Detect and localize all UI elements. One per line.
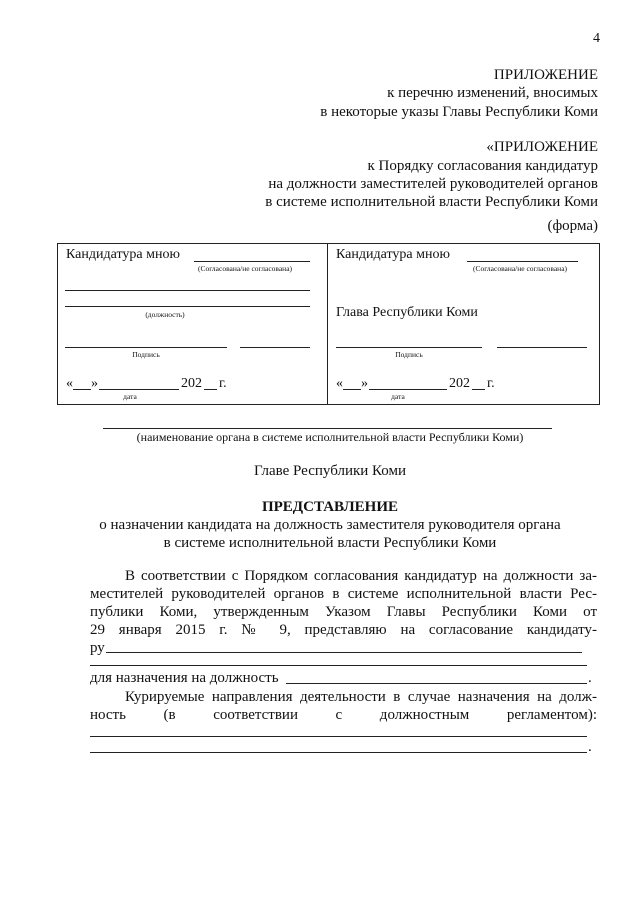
date-open-quote: « bbox=[66, 376, 73, 391]
body-line: Курируемые направления деятельности в случае назначения на долж- bbox=[125, 689, 597, 705]
signature-name-line bbox=[497, 347, 587, 348]
appendix-line: к перечню изменений, вносимых bbox=[387, 85, 598, 101]
appendix-title: «ПРИЛОЖЕНИЕ bbox=[486, 139, 598, 155]
date-year-line bbox=[472, 389, 485, 390]
candidature-label: Кандидатура мною bbox=[336, 247, 450, 262]
date-year-suffix: г. bbox=[487, 376, 495, 391]
body-line: ру bbox=[90, 640, 105, 656]
date-year-line bbox=[204, 389, 217, 390]
date-open-quote: « bbox=[336, 376, 343, 391]
date-year: 202 bbox=[449, 376, 470, 391]
position-field-line bbox=[65, 290, 310, 291]
directions-line bbox=[90, 736, 587, 737]
doc-title: ПРЕДСТАВЛЕНИЕ bbox=[261, 499, 399, 515]
date-year: 202 bbox=[181, 376, 202, 391]
form-label: (форма) bbox=[547, 218, 598, 234]
date-hint: дата bbox=[123, 392, 137, 401]
directions-line bbox=[90, 752, 587, 753]
appendix-line: к Порядку согласования кандидатур bbox=[367, 158, 598, 174]
agreed-hint: (Согласована/не согласована) bbox=[197, 264, 293, 273]
signature-line bbox=[336, 347, 482, 348]
organ-hint: (наименование органа в системе исполнительной власти Республики Коми) bbox=[136, 430, 524, 444]
for-position-label: для назначения на должность bbox=[90, 670, 279, 686]
date-month-line bbox=[99, 389, 179, 390]
appendix-line: в некоторые указы Главы Республики Коми bbox=[320, 104, 598, 120]
date-close-quote: » bbox=[361, 376, 368, 391]
date-day-line bbox=[343, 389, 361, 390]
body-line: публики Коми, утвержденным Указом Главы Республики Коми от bbox=[90, 604, 597, 620]
page-number: 4 bbox=[593, 31, 600, 46]
addressee: Главе Республики Коми bbox=[253, 463, 407, 479]
date-hint: дата bbox=[391, 392, 405, 401]
appendix-line: на должности заместителей руководителей органов bbox=[268, 176, 598, 192]
candidature-field-line bbox=[194, 261, 310, 262]
body-line: местителей руководителей органов в системе исполнительной власти Рес- bbox=[90, 586, 597, 602]
doc-subtitle: в системе исполнительной власти Республики Коми bbox=[163, 535, 497, 551]
position-field-line bbox=[65, 306, 310, 307]
date-day-line bbox=[73, 389, 91, 390]
date-close-quote: » bbox=[91, 376, 98, 391]
doc-subtitle: о назначении кандидата на должность заместителя руководителя органа bbox=[99, 517, 561, 533]
period: . bbox=[588, 670, 592, 686]
appendix-title: ПРИЛОЖЕНИЕ bbox=[493, 67, 598, 83]
organ-name-line bbox=[103, 428, 552, 429]
body-line: 29 января 2015 г. № 9, представляю на согласование кандидату- bbox=[90, 622, 597, 638]
signature-hint: Подпись bbox=[132, 350, 160, 359]
date-month-line bbox=[369, 389, 447, 390]
signature-line bbox=[65, 347, 227, 348]
end-period: . bbox=[588, 739, 592, 755]
table-divider bbox=[327, 243, 328, 404]
position-name-line bbox=[286, 683, 587, 684]
candidate-name-line bbox=[106, 652, 582, 653]
candidature-field-line bbox=[467, 261, 578, 262]
body-line: ность (в соответствии с должностным регламентом): bbox=[90, 707, 597, 723]
candidature-label: Кандидатура мною bbox=[66, 247, 180, 262]
candidate-name-line bbox=[90, 665, 587, 666]
body-line: В соответствии с Порядком согласования кандидатур на должности за- bbox=[125, 568, 597, 584]
head-title: Глава Республики Коми bbox=[336, 305, 478, 320]
date-year-suffix: г. bbox=[219, 376, 227, 391]
signature-hint: Подпись bbox=[395, 350, 423, 359]
signature-name-line bbox=[240, 347, 310, 348]
agreed-hint: (Согласована/не согласована) bbox=[472, 264, 568, 273]
appendix-line: в системе исполнительной власти Республики Коми bbox=[265, 194, 598, 210]
position-hint: (должность) bbox=[145, 310, 185, 319]
